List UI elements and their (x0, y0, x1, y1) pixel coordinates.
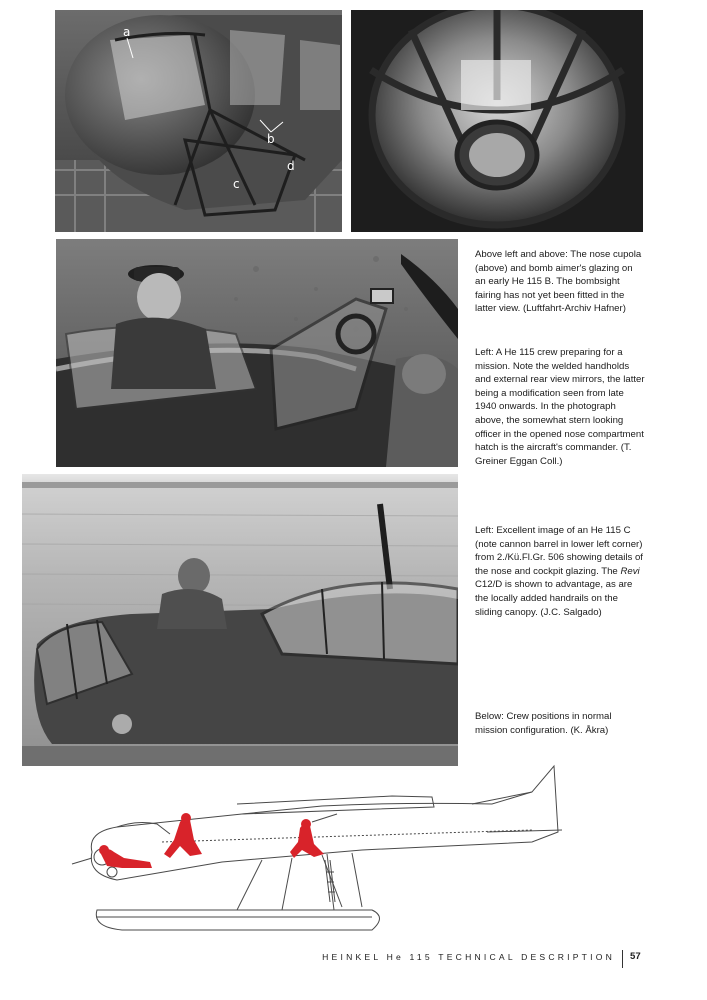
callout-b: b (267, 132, 275, 146)
caption-cannon-part2: C12/D is shown to advantage, as are the locally added handrails on the sliding canopy. (J.C. Salgado) (475, 579, 633, 618)
photo-he115c-nose (22, 474, 458, 766)
caption-drawing-text: Below: Crew positions in normal mission configuration. (K. Åkra) (475, 711, 612, 736)
caption-cannon-text (475, 524, 645, 619)
caption-cannon-italic: Revi (620, 565, 640, 577)
callout-a: a (123, 25, 131, 39)
photo-crew-preparing (56, 239, 458, 467)
page-number: 57 (630, 951, 641, 962)
caption-cannon-part1: Left: Excellent image of an He 115 C (note cannon barrel in lower left corner) from 2./Kü.Fl.Gr. 506 showing details of the nose and cockpit glazing. The (475, 525, 643, 577)
caption-nose-cupola-text: Above left and above: The nose cupola (above) and bomb aimer's glazing on an early He 115 B. The bombsight fairing has not yet been fitted in the latter view. (Luftfahrt-Archiv Hafner) (475, 249, 642, 315)
page-footer (0, 950, 707, 970)
caption-crew (475, 346, 645, 468)
caption-drawing (475, 710, 645, 737)
callout-d: d (287, 159, 295, 173)
callout-c: c (233, 177, 240, 191)
footer-divider (622, 950, 623, 968)
crew-positions-drawing (62, 762, 576, 942)
photo-bomb-aimer-glazing (351, 10, 643, 232)
caption-crew-text: Left: A He 115 crew preparing for a mission. Note the welded handholds and external rear view mirrors, the latter being a modification seen from late 1940 onwards. In the photograph above, the somewhat stern looking officer in the opened nose compartment hatch is the aircraft's commander. (T. Greiner Eggan Coll.) (475, 347, 645, 467)
caption-nose-cupola (475, 248, 645, 316)
caption-cannon (475, 524, 645, 619)
photo-nose-cupola (55, 10, 342, 232)
running-head: HEINKEL He 115 TECHNICAL DESCRIPTION (322, 952, 615, 962)
